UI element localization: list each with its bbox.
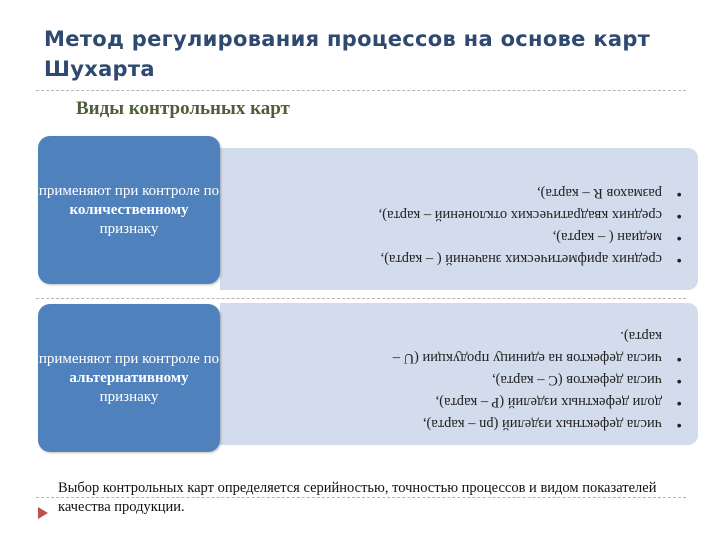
footer-note: Выбор контрольных карт определяется серийностью, точностью процессов и видом показателей качества продукции. <box>58 480 657 515</box>
quantitative-label-pre: применяют при контроле по <box>38 182 220 199</box>
list-item: • доли дефектных изделий (P – карта), <box>220 391 682 413</box>
list-item: карта). <box>620 328 662 344</box>
quantitative-charts-panel <box>220 148 698 290</box>
page-title: Метод регулирования процессов на основе карт Шухарта <box>44 27 651 81</box>
group-divider <box>36 298 686 299</box>
list-item: • средних квадратических отклонений – карта), <box>220 204 682 226</box>
quantitative-charts-list-flipped <box>220 148 698 290</box>
alternative-charts-panel <box>220 303 698 445</box>
list-item: • числа дефектных изделий (pn – карта), <box>220 413 682 435</box>
alternative-label-post: признаку <box>99 388 159 405</box>
alternative-charts-list-flipped <box>220 303 698 445</box>
quantitative-label-post: признаку <box>99 220 159 237</box>
list-item: • числа дефектов на единицу продукции (U – <box>220 347 682 369</box>
list-item: • медиан ( – карта), <box>220 226 682 248</box>
list-item: • средних арифметических значений ( – карта), <box>220 248 682 270</box>
alternative-label-bold: альтернативному <box>69 369 189 386</box>
list-item: • размахов R – карта), <box>220 182 682 204</box>
quantitative-label-bold: количественному <box>69 201 189 218</box>
triangle-marker-icon <box>38 507 48 519</box>
alternative-label-box <box>38 304 220 452</box>
title-divider <box>36 90 686 91</box>
quantitative-label-box <box>38 136 220 284</box>
section-subtitle: Виды контрольных карт <box>76 98 290 119</box>
list-item: • числа дефектов (C – карта), <box>220 369 682 391</box>
alternative-label-pre: применяют при контроле по <box>38 350 220 367</box>
